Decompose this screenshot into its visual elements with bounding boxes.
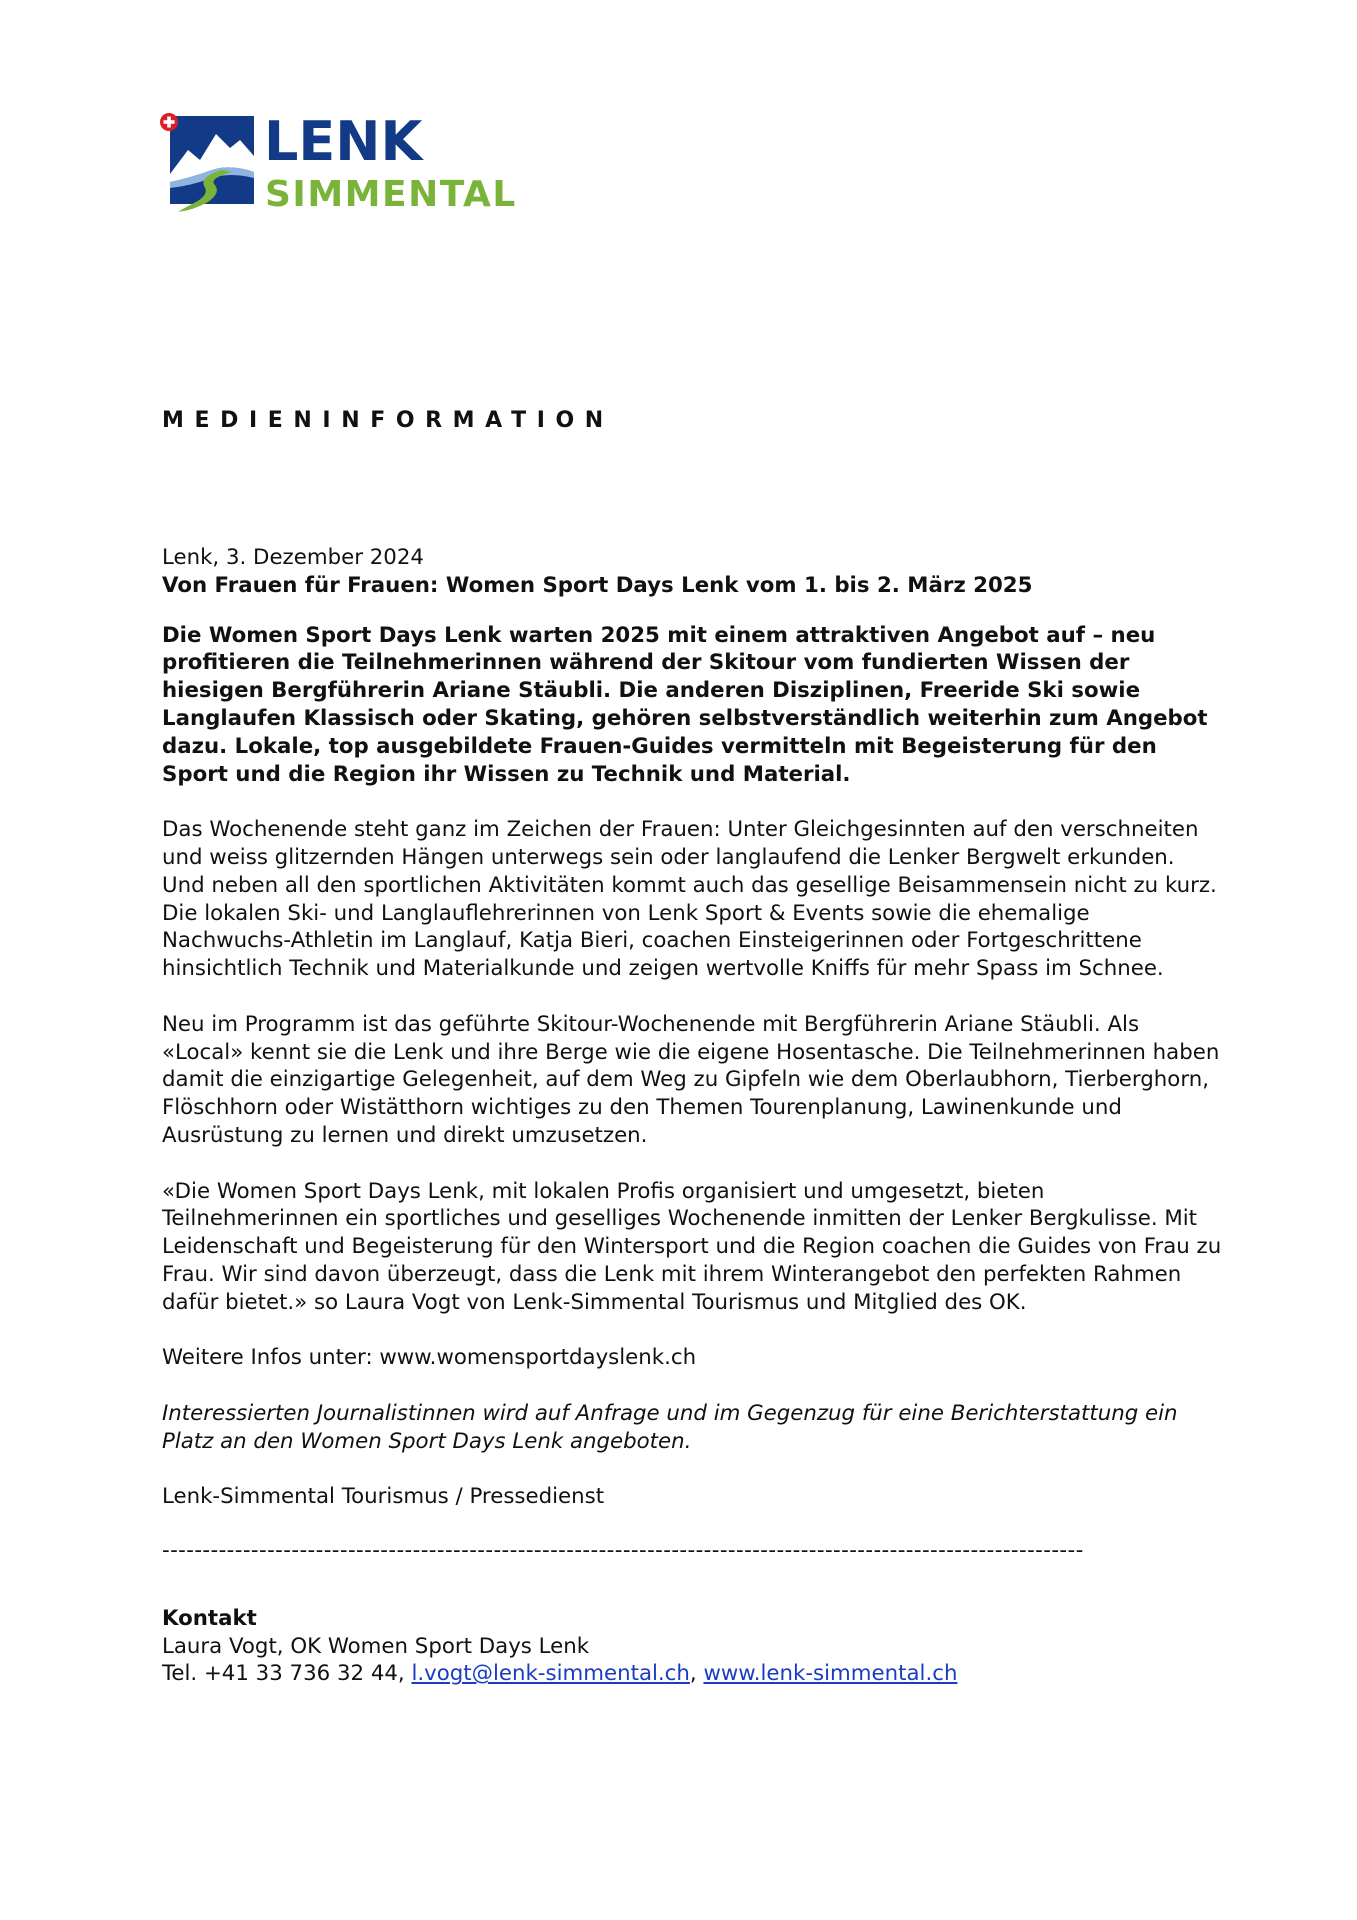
document-date: Lenk, 3. Dezember 2024 xyxy=(162,545,424,570)
contact-separator: , xyxy=(689,1661,704,1687)
signature-line: Lenk-Simmental Tourismus / Pressedienst xyxy=(162,1484,605,1510)
lead-paragraph: Die Women Sport Days Lenk warten 2025 mit einem attraktiven Angebot auf – neu profitieren die Teilnehmerinnen während der Skitour vom fundierten Wissen der hiesigen Bergführerin Ariane Stäubli. Die anderen Disziplinen, Freeride Ski sowie Langlaufen Klassisch oder Skating, gehören selbstverständlich weiterhin zum Angebot dazu. Lokale, top ausgebildete Frauen-Guides vermitteln mit Begeisterung für den Sport und die Region ihr Wissen zu Technik und Material. xyxy=(162,622,1208,787)
more-info-line: Weitere Infos unter: www.womensportdayslenk.ch xyxy=(162,1345,697,1371)
body-paragraph-2: Neu im Programm ist das geführte Skitour-Wochenende mit Bergführerin Ariane Stäubli. Als «Local» kennt sie die Lenk und ihre Berge wie die eigene Hosentasche. Die Teilnehmerinnen haben damit die einzigartige Gelegenheit, auf dem Weg zu Gipfeln wie dem Oberlaubhorn, Tierberghorn, Flöschhorn oder Wistätthorn wichtiges zu den Themen Tourenplanung, Lawinenkunde und Ausrüstung zu lernen und direkt umzusetzen. xyxy=(162,1011,1220,1148)
contact-phone: Tel. +41 33 736 32 44, xyxy=(162,1661,412,1687)
swiss-cross-mountain-logo-icon xyxy=(160,112,540,218)
document-headline: Von Frauen für Frauen: Women Sport Days Lenk vom 1. bis 2. März 2025 xyxy=(162,572,1033,598)
journalist-note: Interessierten Journalistinnen wird auf Anfrage und im Gegenzug für eine Berichterstattung ein Platz an den Women Sport Days Lenk angeboten. xyxy=(162,1400,1178,1454)
document-body xyxy=(162,544,1222,1688)
contact-name: Laura Vogt, OK Women Sport Days Lenk xyxy=(162,1633,590,1659)
lenk-simmental-logo xyxy=(160,112,540,218)
contact-website-link[interactable]: www.lenk-simmental.ch xyxy=(703,1661,958,1687)
contact-email-link[interactable]: l.vogt@lenk-simmental.ch xyxy=(411,1661,690,1687)
contact-title: Kontakt xyxy=(162,1605,257,1631)
logo-line2: SIMMENTAL xyxy=(265,174,517,215)
body-paragraph-1: Das Wochenende steht ganz im Zeichen der Frauen: Unter Gleichgesinnten auf den verschneiten und weiss glitzernden Hängen unterwegs sein oder langlaufend die Lenker Bergwelt erkunden. Und neben all den sportlichen Aktivitäten kommt auch das gesellige Beisammensein nicht zu kurz. Die lokalen Ski- und Langlauflehrerinnen von Lenk Sport & Events sowie die ehemalige Nachwuchs-Athletin im Langlauf, Katja Bieri, coachen Einsteigerinnen oder Fortgeschrittene hinsichtlich Technik und Materialkunde und zeigen wertvolle Kniffs für mehr Spass im Schnee. xyxy=(162,817,1217,982)
logo-line1: LENK xyxy=(264,112,423,173)
body-paragraph-3: «Die Women Sport Days Lenk, mit lokalen Profis organisiert und umgesetzt, bieten Teilnehmerinnen ein sportliches und geselliges Wochenende inmitten der Lenker Bergkulisse. Mit Leidenschaft und Begeisterung für den Wintersport und die Region coachen die Guides von Frau zu Frau. Wir sind davon überzeugt, dass die Lenk mit ihrem Winterangebot den perfekten Rahmen dafür bietet.» so Laura Vogt von Lenk-Simmental Tourismus und Mitglied des OK. xyxy=(162,1178,1222,1315)
contact-details xyxy=(162,1660,1222,1688)
divider-line: ------------------------------------------------------------------------------------------------------------------ xyxy=(162,1538,1084,1564)
section-label: MEDIENINFORMATION xyxy=(162,408,614,433)
